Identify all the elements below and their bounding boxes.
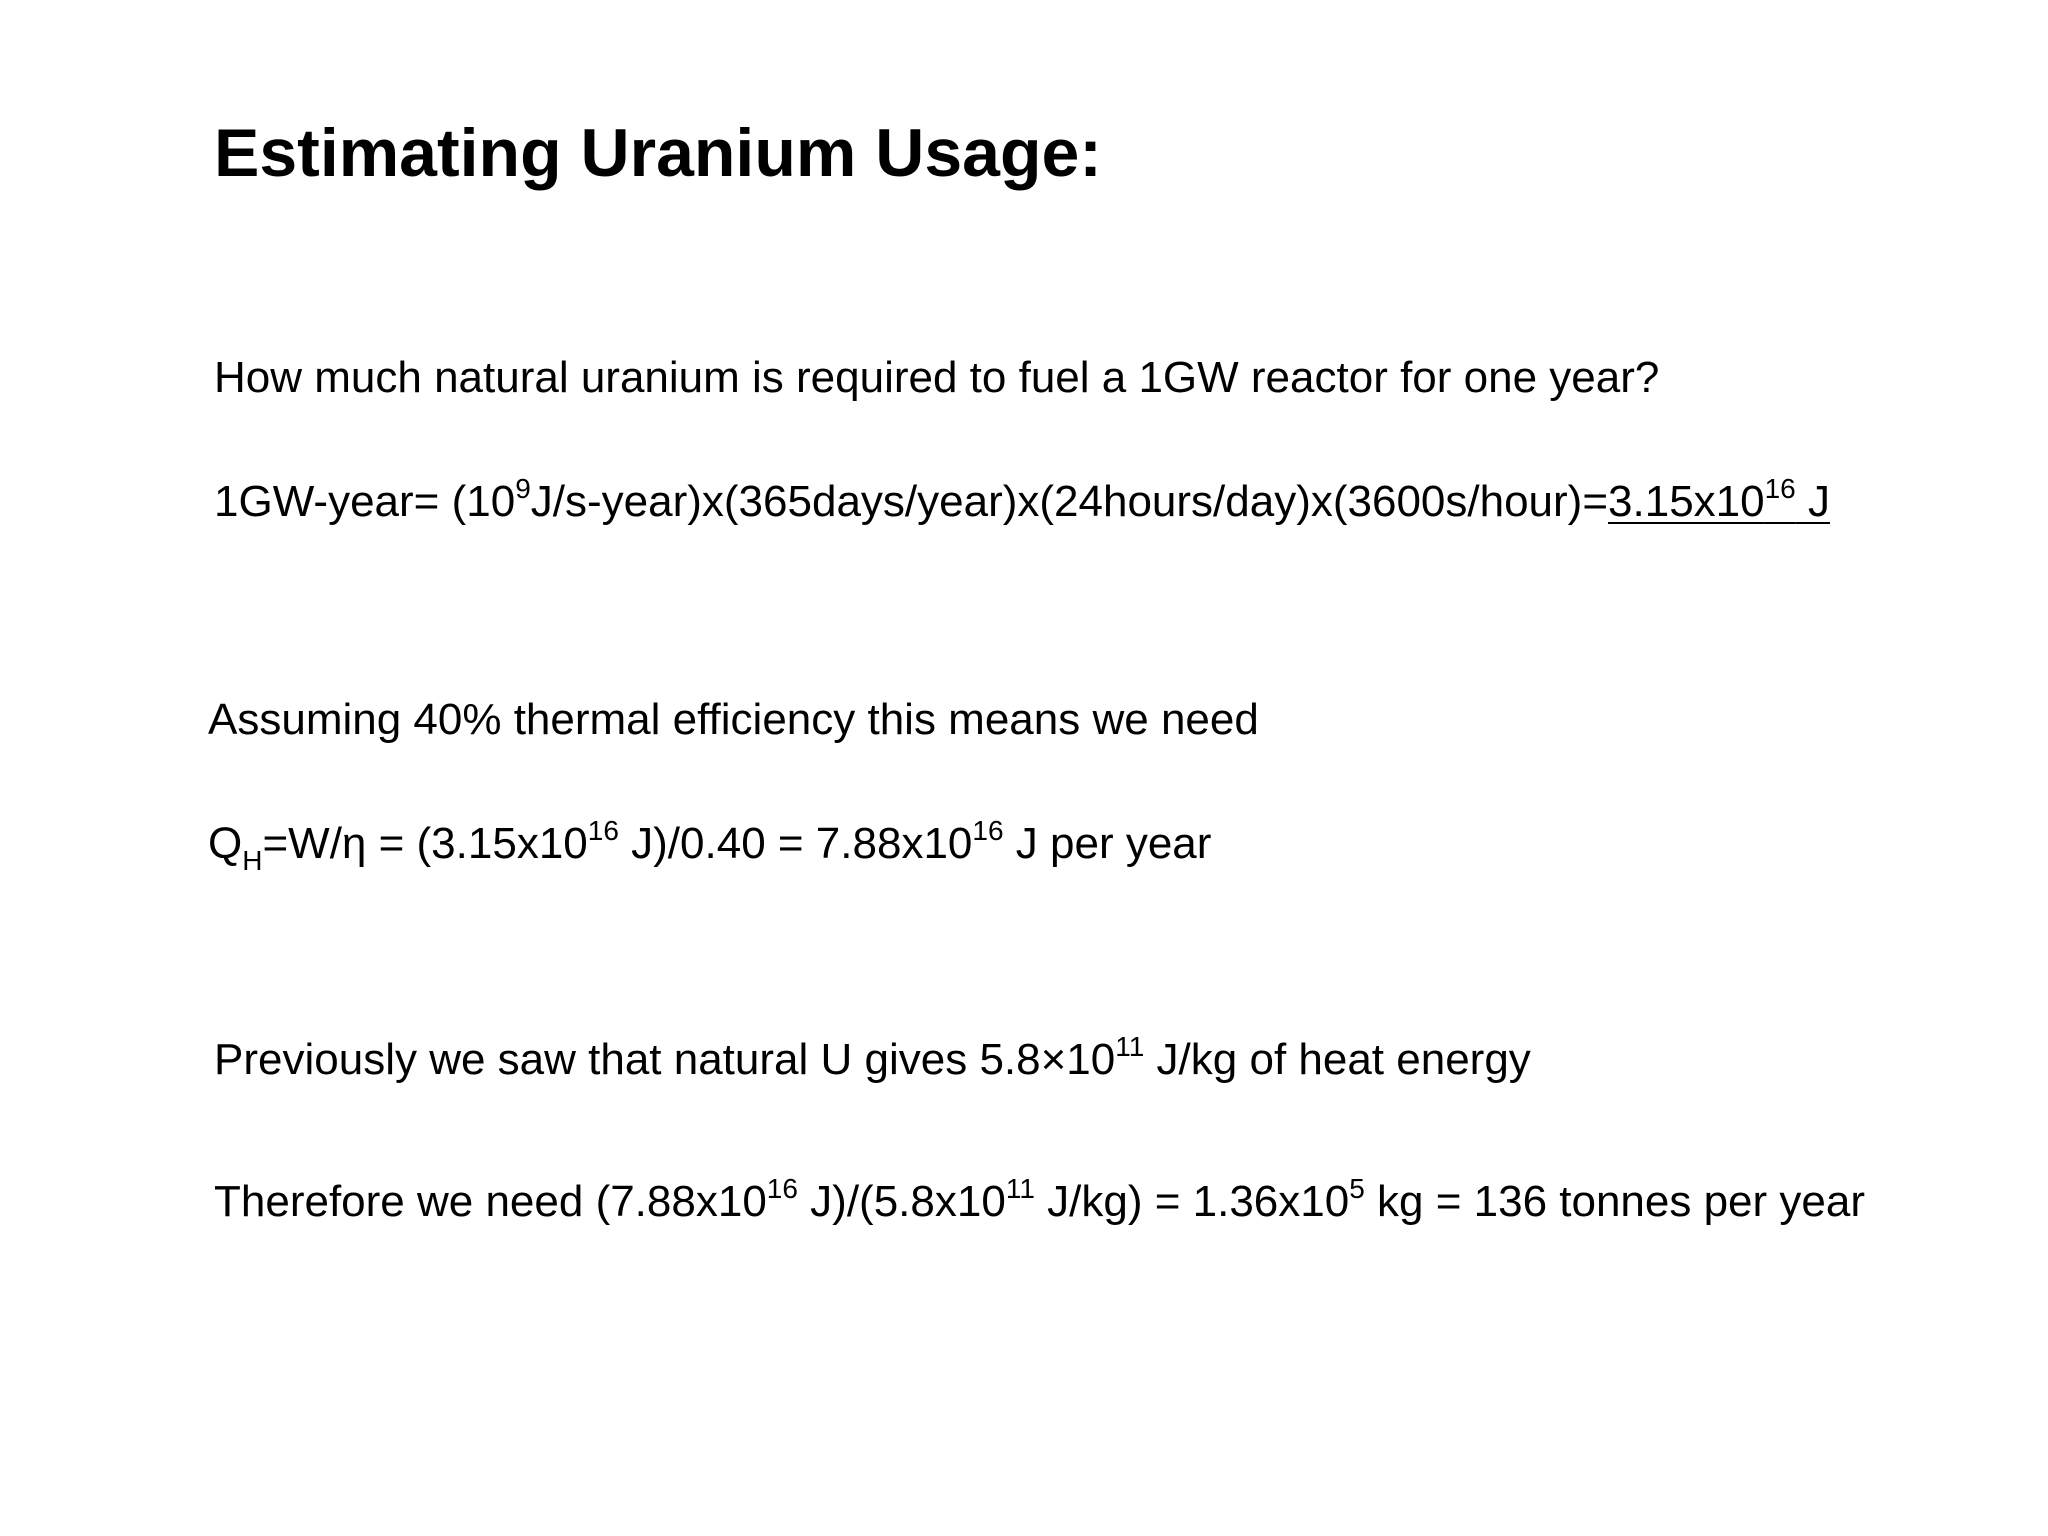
gw-year-result-exponent: 16 <box>1764 473 1796 504</box>
qh-exponent-2: 16 <box>972 815 1004 846</box>
final-part-4: kg = 136 tonnes per year <box>1364 1177 1866 1226</box>
final-exponent-2: 11 <box>1005 1173 1035 1204</box>
qh-part-2: J)/0.40 = 7.88x10 <box>618 819 973 868</box>
gw-year-result-unit: J <box>1795 477 1830 526</box>
final-exponent-1: 16 <box>766 1173 798 1204</box>
qh-equation <box>208 814 1211 874</box>
previous-part-2: J/kg of heat energy <box>1144 1035 1531 1084</box>
previous-exponent: 11 <box>1115 1031 1145 1062</box>
gw-year-result <box>1608 473 1830 526</box>
question-text: How much natural uranium is required to fuel a 1GW reactor for one year? <box>214 353 1660 402</box>
previous-part-1: Previously we saw that natural U gives 5.8×10 <box>214 1035 1116 1084</box>
final-part-2: J)/(5.8x10 <box>797 1177 1006 1226</box>
gw-year-result-base: 3.15x10 <box>1608 477 1765 526</box>
final-exponent-3: 5 <box>1349 1173 1365 1204</box>
qh-part-1: =W/η = (3.15x10 <box>262 819 588 868</box>
efficiency-assumption: Assuming 40% thermal efficiency this means we need <box>208 695 1259 744</box>
qh-symbol: Q <box>208 819 243 868</box>
final-part-3: J/kg) = 1.36x10 <box>1034 1177 1350 1226</box>
final-calculation <box>214 1172 1865 1232</box>
gw-year-factors: J/s-year)x(365days/year)x(24hours/day)x(3600s/hour)= <box>530 477 1609 526</box>
gw-year-exponent: 9 <box>515 473 531 504</box>
qh-exponent-1: 16 <box>587 815 619 846</box>
final-part-1: Therefore we need (7.88x10 <box>214 1177 767 1226</box>
qh-subscript: H <box>242 845 263 876</box>
gw-year-lhs: 1GW-year= (10 <box>214 477 516 526</box>
slide-title: Estimating Uranium Usage: <box>214 115 1102 191</box>
previous-result <box>214 1030 1531 1090</box>
qh-part-3: J per year <box>1003 819 1212 868</box>
gw-year-equation <box>214 472 1830 532</box>
